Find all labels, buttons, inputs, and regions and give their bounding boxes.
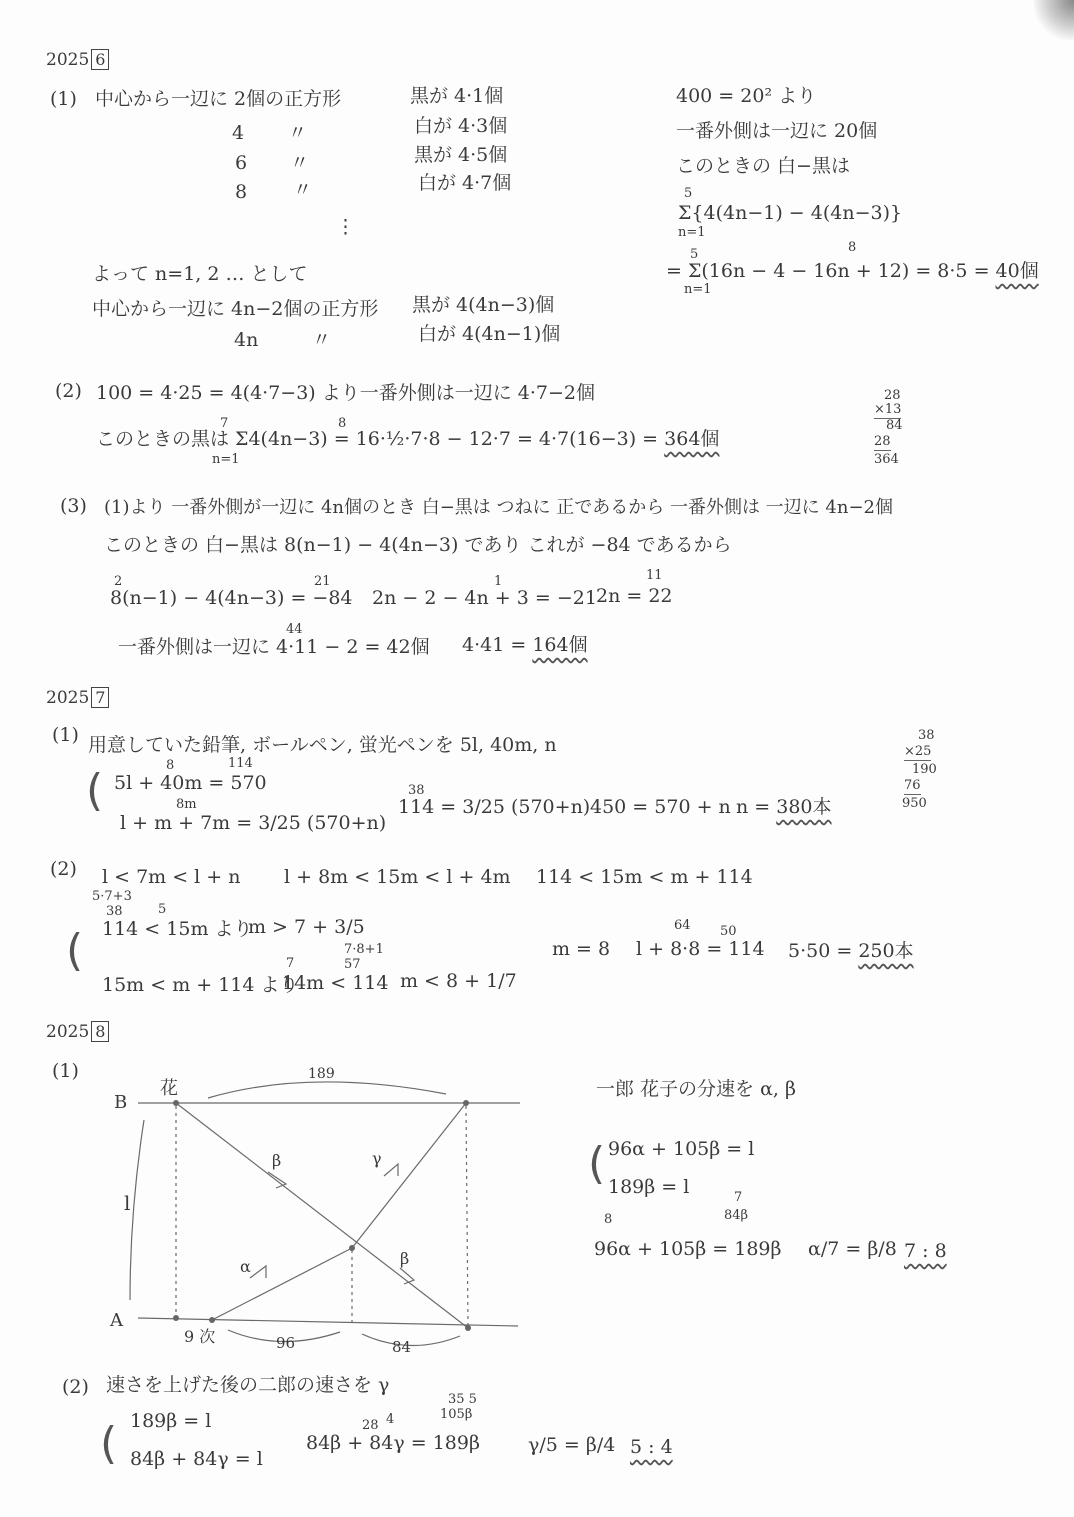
q7-1-answer: 380本 xyxy=(776,796,832,818)
q8-2-line1: 速さを上げた後の二郎の速さを γ xyxy=(106,1374,390,1396)
q7-1-eq1: 5l + 40m = 570 xyxy=(114,772,267,794)
q6-3-answer: 164個 xyxy=(532,634,588,656)
q6-2-expr: このときの黒は Σ4(4n−3) = 16·½·7·8 − 12·7 = 4·7(16−3) = xyxy=(96,428,659,450)
q7-1-eq3-over: 38 xyxy=(408,783,425,798)
q6-1-sum-bottom: n=1 xyxy=(678,225,706,240)
q6-header xyxy=(46,50,109,70)
q6-3-eq3: 2n = 22 xyxy=(596,585,673,607)
point-hana-start xyxy=(173,1100,179,1106)
q6-1-general-row1-result: 黒が 4(4n−3)個 xyxy=(412,294,555,316)
q8-1-eq2: 189β = l xyxy=(608,1176,690,1198)
q7-2-ineq3: 114 < 15m < m + 114 xyxy=(536,866,753,888)
q7-2-ineq1: l < 7m < l + n xyxy=(102,866,241,888)
q7-1-calc-3: 190 xyxy=(912,762,937,777)
q6-1-general-row2-ditto: 〃 xyxy=(312,329,332,351)
label-A: A xyxy=(110,1310,123,1331)
q6-2-sum-top: 7 xyxy=(220,416,229,431)
q6-3-eq1: 8(n−1) − 4(4n−3) = −84 xyxy=(110,587,353,609)
q8-number: 8 xyxy=(91,1021,109,1042)
q7-1-eq4: 450 = 570 + n xyxy=(590,796,731,818)
q8-2-over2: 4 xyxy=(386,1412,395,1427)
q6-1-row3-n: 6 xyxy=(235,152,248,174)
q8-2-over3: 35 5 xyxy=(448,1392,477,1407)
q6-3-over-e: 44 xyxy=(286,622,303,637)
q8-1-answer: 7 : 8 xyxy=(904,1240,947,1262)
q7-2-final xyxy=(788,940,914,963)
q7-2-answer: 250本 xyxy=(858,940,914,962)
q6-3-eq2: 2n − 2 − 4n + 3 = −21 xyxy=(372,587,597,609)
q6-1-row3-ditto: 〃 xyxy=(290,152,310,174)
q6-2-calc-3: 84 xyxy=(886,418,903,433)
q6-1-row1-result: 黒が 4·1個 xyxy=(410,85,504,107)
q6-1-side-line3: このときの 白−黒は xyxy=(676,155,850,177)
q7-2-over-c: 5 xyxy=(158,902,167,917)
label-beta2: β xyxy=(400,1249,410,1268)
q7-2-case2-ineq: 14m < 114 xyxy=(282,972,389,994)
page-corner-shadow xyxy=(1034,0,1074,40)
q7-1-calc-2: ×25 xyxy=(904,744,932,759)
q7-2-over-b: 38 xyxy=(106,904,123,919)
q6-2-label: (2) xyxy=(55,380,82,402)
path-jiro-2 xyxy=(352,1103,466,1248)
q7-1-calc-1: 38 xyxy=(918,728,935,743)
q6-2-calc-1: 28 xyxy=(884,388,901,403)
q8-1-side1: 一郎 花子の分速を α, β xyxy=(596,1078,796,1100)
q8-2-over1: 28 xyxy=(362,1418,379,1433)
q7-1-line1: 用意していた鉛筆, ボールペン, 蛍光ペンを 5l, 40m, n xyxy=(88,734,557,756)
q8-2-label: (2) xyxy=(62,1376,89,1398)
q6-1-side-over: 8 xyxy=(848,240,857,255)
q7-2-l-eq: l + 8·8 = 114 xyxy=(636,938,765,960)
q7-2-case1: 114 < 15m より xyxy=(102,918,253,940)
brace-left xyxy=(130,1120,144,1300)
q6-2-answer: 364個 xyxy=(664,428,720,450)
q6-1-general-row2-n: 4n xyxy=(234,329,259,351)
q7-1-eq1-over1: 8 xyxy=(166,758,175,773)
q7-1-eq1-over2: 114 xyxy=(228,756,253,771)
q8-2-answer: 5 : 4 xyxy=(630,1436,673,1458)
q6-3-line4b xyxy=(462,634,588,657)
q6-2-line2 xyxy=(96,428,719,451)
q6-1-side-expr: = Σ(16n − 4 − 16n + 12) = 8·5 = xyxy=(666,260,990,282)
label-beta1: β xyxy=(272,1151,282,1170)
q7-2-case2-result: m < 8 + 1/7 xyxy=(400,970,517,992)
q6-1-row2-ditto: 〃 xyxy=(288,122,308,144)
q8-1-label: (1) xyxy=(52,1060,79,1082)
point-bottom-right xyxy=(465,1325,471,1331)
q8-2-eq2: 84β + 84γ = l xyxy=(130,1448,263,1470)
q6-1-row3-result: 黒が 4·5個 xyxy=(414,144,508,166)
q6-2-over: 8 xyxy=(338,416,347,431)
q6-3-line4a: 一番外側は一辺に 4·11 − 2 = 42個 xyxy=(118,636,430,658)
q6-1-side-line2: 一番外側は一辺に 20個 xyxy=(676,120,878,142)
label-jiro: 9 次 xyxy=(184,1327,216,1346)
q6-1-row1: 中心から一辺に 2個の正方形 xyxy=(95,88,342,110)
label-seg1: 96 xyxy=(276,1334,296,1352)
q7-2-ineq2: l + 8m < 15m < l + 4m xyxy=(284,866,511,888)
q7-2-over-g: 7 xyxy=(286,956,295,971)
guide-right xyxy=(466,1106,468,1326)
q6-2-calc-5: 364 xyxy=(874,452,899,467)
q6-1-side-line5 xyxy=(666,260,1039,283)
q6-1-row2-result: 白が 4·3個 xyxy=(414,115,508,137)
q8-1-over2: 7 xyxy=(734,1190,743,1205)
q8-2-over4: 105β xyxy=(440,1407,473,1422)
arrow-beta1 xyxy=(268,1172,286,1188)
q8-1-ratio-eq: α/7 = β/8 xyxy=(808,1238,897,1260)
q7-2-over-d: 64 xyxy=(674,918,691,933)
q6-2-calc-4: 28 xyxy=(874,434,891,449)
q6-1-label: (1) xyxy=(50,88,77,110)
q6-1-row4-ditto: 〃 xyxy=(293,179,313,201)
q7-2-final-expr: 5·50 = xyxy=(788,940,853,962)
q8-year: 2025 xyxy=(46,1022,90,1042)
q6-3-over-c: 1 xyxy=(494,574,503,589)
q7-header xyxy=(46,688,109,708)
q6-1-row2-n: 4 xyxy=(232,122,245,144)
arrow-alpha xyxy=(250,1266,266,1278)
q6-3-line1: (1)より 一番外側が一辺に 4n個のとき 白−黒は つねに 正であるから 一番外側は 一辺に 4n−2個 xyxy=(104,497,893,518)
q7-1-brace: ( xyxy=(86,765,104,816)
q6-3-over-b: 21 xyxy=(314,574,331,589)
q6-2-sum-bottom: n=1 xyxy=(212,452,240,467)
q8-1-over3: 84β xyxy=(724,1208,749,1223)
q6-1-side-line1: 400 = 20² より xyxy=(676,85,817,107)
q8-2-brace: ( xyxy=(100,1418,118,1469)
q7-2-over-a: 5·7+3 xyxy=(92,889,132,904)
arrow-gamma xyxy=(384,1164,398,1176)
q8-2-eq1: 189β = l xyxy=(130,1410,212,1432)
q7-2-brace: ( xyxy=(66,925,84,976)
q6-1-sum2-top: 5 xyxy=(690,247,699,262)
q8-1-eq1: 96α + 105β = l xyxy=(608,1138,755,1160)
q7-1-eq2-over: 8m xyxy=(176,797,197,812)
q6-2-line1: 100 = 4·25 = 4(4·7−3) より一番外側は一辺に 4·7−2個 xyxy=(96,382,596,404)
q6-3-over-d: 11 xyxy=(646,568,663,583)
q7-2-over-f: 7·8+1 xyxy=(344,942,384,957)
q7-2-m-value: m = 8 xyxy=(552,938,611,960)
q7-2-case2: 15m < m + 114 より xyxy=(102,974,299,996)
q7-2-label: (2) xyxy=(50,858,77,880)
q7-number: 7 xyxy=(91,687,109,708)
q6-2-calc-2: ×13 xyxy=(874,402,902,417)
q7-1-eq2: l + m + 7m = 3/25 (570+n) xyxy=(120,812,387,834)
label-alpha: α xyxy=(240,1257,251,1276)
q6-1-side-sum: Σ{4(4n−1) − 4(4n−3)} xyxy=(678,202,903,224)
q6-1-general-row2-result: 白が 4(4n−1)個 xyxy=(418,323,561,345)
q6-number: 6 xyxy=(91,49,109,70)
label-left-length: l xyxy=(124,1191,131,1215)
q8-1-over1: 8 xyxy=(604,1212,613,1227)
path-jiro-1 xyxy=(212,1248,352,1320)
q8-header xyxy=(46,1022,109,1042)
q8-2-eq3: 84β + 84γ = 189β xyxy=(306,1432,480,1454)
q6-1-sum2-bottom: n=1 xyxy=(684,282,712,297)
q8-1-brace: ( xyxy=(588,1138,606,1189)
q6-3-over-a: 2 xyxy=(114,574,123,589)
label-B: B xyxy=(114,1092,128,1113)
q6-1-row4-result: 白が 4·7個 xyxy=(418,172,512,194)
label-seg2: 84 xyxy=(392,1338,412,1356)
q7-1-calc-4: 76 xyxy=(904,778,921,793)
q6-1-row4-n: 8 xyxy=(235,181,248,203)
q7-1-eq5 xyxy=(736,796,832,819)
point-jiro-start xyxy=(209,1317,215,1323)
q7-1-calc-5: 950 xyxy=(902,796,927,811)
q6-1-answer: 40個 xyxy=(995,260,1039,282)
q8-1-diagram xyxy=(100,1060,540,1360)
q7-2-over-e: 50 xyxy=(720,924,737,939)
point-A-left xyxy=(173,1315,179,1321)
q6-1-vertical-dots: ⋮ xyxy=(336,216,355,238)
q7-year: 2025 xyxy=(46,688,90,708)
brace-top xyxy=(208,1082,446,1098)
q6-3-line2: このときの 白−黒は 8(n−1) − 4(4n−3) であり これが −84 であるから xyxy=(104,534,732,556)
q7-1-eq3: 114 = 3/25 (570+n) xyxy=(398,796,591,818)
q8-2-ratio-eq: γ/5 = β/4 xyxy=(528,1434,616,1456)
label-top-length: 189 xyxy=(308,1066,335,1082)
q6-1-therefore: よって n=1, 2 … として xyxy=(92,263,308,285)
q6-3-final-expr: 4·41 = xyxy=(462,634,527,656)
point-intersection xyxy=(349,1245,355,1251)
path-hana xyxy=(176,1103,468,1328)
q8-1-eq3: 96α + 105β = 189β xyxy=(594,1238,782,1260)
label-gamma: γ xyxy=(372,1149,382,1168)
q6-1-general-row1: 中心から一辺に 4n−2個の正方形 xyxy=(92,298,379,320)
q6-1-sum-top: 5 xyxy=(684,186,693,201)
q7-2-case1-result: m > 7 + 3/5 xyxy=(248,916,365,938)
label-hana: 花 xyxy=(160,1078,178,1099)
q7-1-label: (1) xyxy=(52,724,79,746)
point-top-right xyxy=(463,1100,469,1106)
q6-year: 2025 xyxy=(46,50,90,70)
q7-1-eq5-expr: n = xyxy=(736,796,771,818)
q6-3-label: (3) xyxy=(60,495,87,517)
q7-2-over-h: 57 xyxy=(344,957,361,972)
